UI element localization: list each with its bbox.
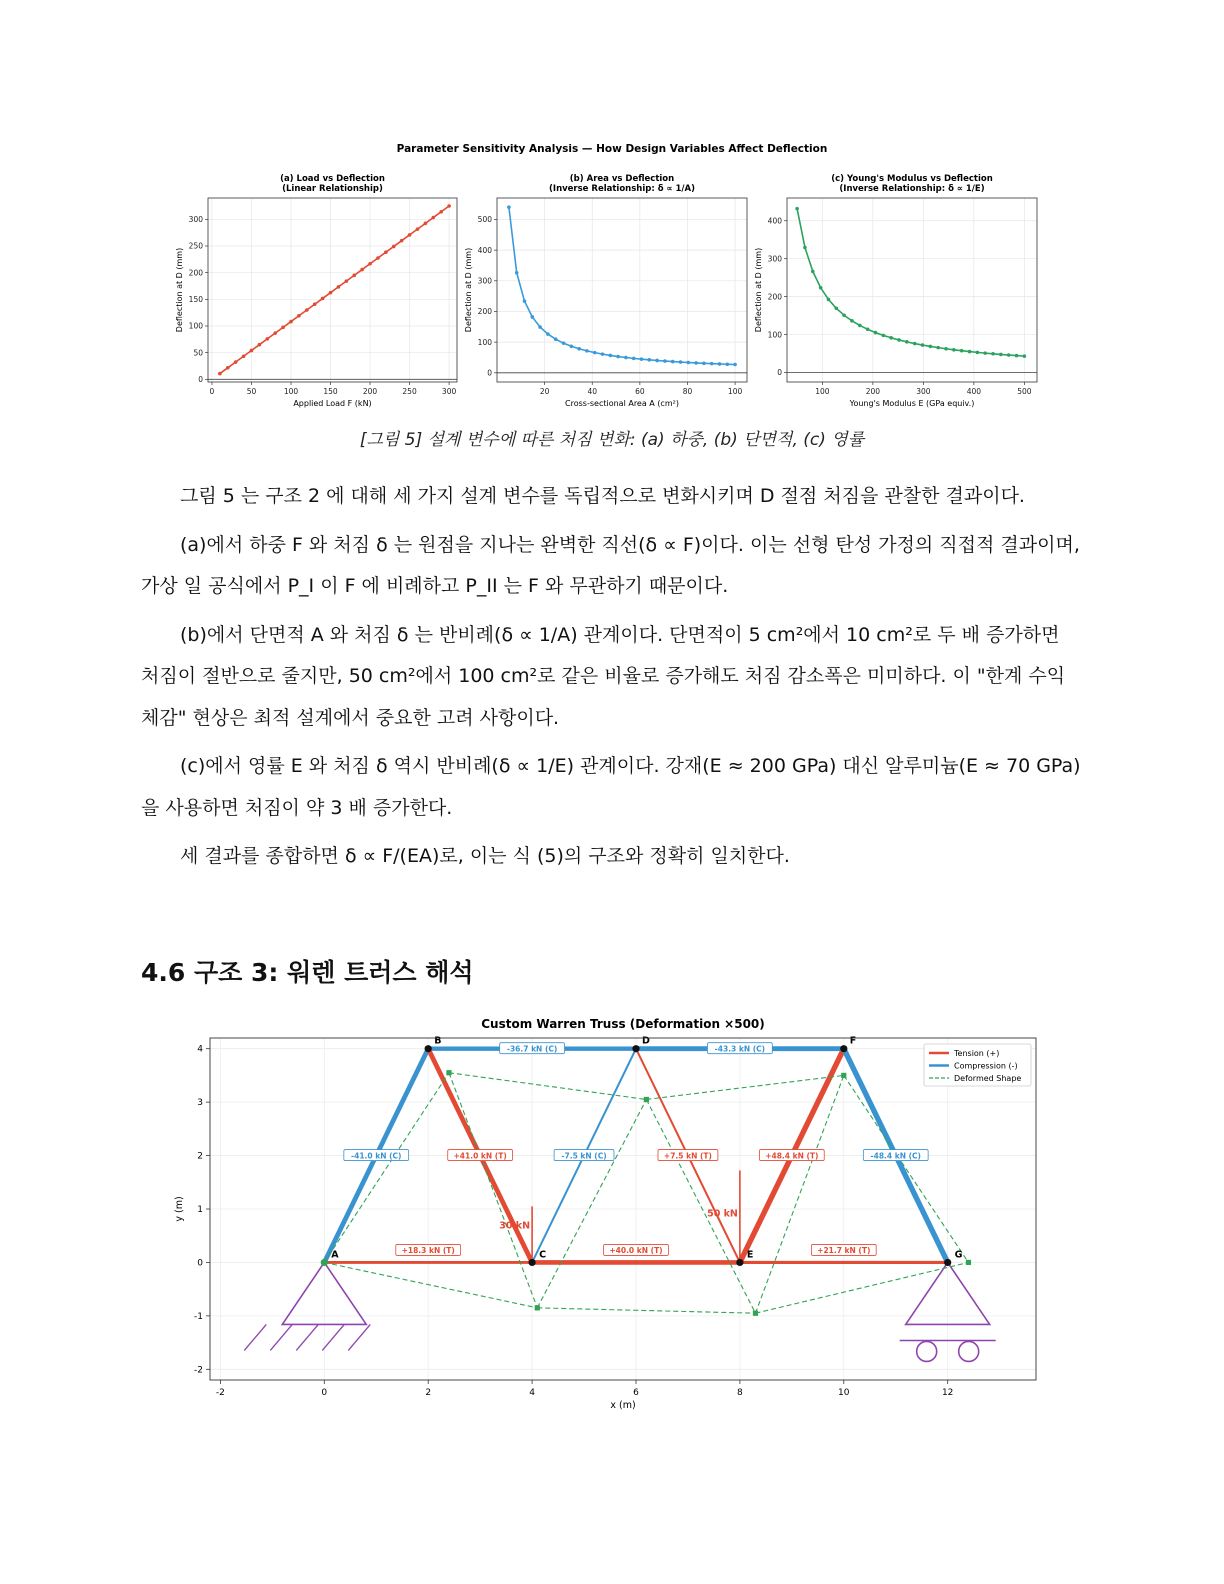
chart-c-xlabel: Young's Modulus E (GPa equiv.) <box>849 399 975 408</box>
chart-a-data-point <box>289 320 293 324</box>
chart-a-data-point <box>400 239 404 243</box>
chart-a-data-point <box>329 291 333 295</box>
truss-x-tick-label: -2 <box>215 1388 225 1398</box>
chart-c-data-point <box>882 334 886 338</box>
chart-b-data-point <box>725 362 729 366</box>
chart-c-y-tick-label: 300 <box>767 254 782 264</box>
chart-a-data-point <box>273 331 277 335</box>
deformed-member-AB <box>324 1073 449 1263</box>
chart-b-data-point <box>718 362 722 366</box>
load-label: 30 kN <box>499 1220 531 1232</box>
chart-c-data-point <box>991 352 995 356</box>
chart-c-data-point <box>976 351 980 355</box>
truss-node-label: D <box>641 1035 650 1047</box>
chart-b-data-point <box>554 337 558 341</box>
chart-b-data-point <box>733 363 737 367</box>
chart-c-data-point <box>795 207 799 211</box>
chart-a-data-point <box>242 354 246 358</box>
chart-c-data-point <box>819 286 823 290</box>
chart-a-x-tick-label: 100 <box>283 387 299 396</box>
chart-a-data-point <box>313 302 317 306</box>
chart-c-y-tick-label: 100 <box>767 330 782 340</box>
paragraph: (a)에서 하중 F 와 처짐 δ 는 원점을 지나는 완벽한 직선(δ ∝ F)이다. 이는 선형 탄성 가정의 직접적 결과이며, 가상 일 공식에서 P_I 이 F 에 비례하고 P_II 는 F 와 무관하기 때문이다. <box>141 533 1080 597</box>
truss-x-tick-label: 2 <box>425 1388 432 1398</box>
deformed-member-EF <box>755 1075 843 1313</box>
chart-c-subtitle: (Inverse Relationship: δ ∝ 1/E) <box>839 184 985 194</box>
pin-support-hatch <box>244 1324 266 1350</box>
chart-a-y-tick-label: 0 <box>198 375 203 385</box>
chart-b-data-point <box>679 360 683 364</box>
deformed-node <box>966 1260 971 1265</box>
truss-node <box>736 1259 743 1266</box>
chart-c-data-point <box>858 324 862 328</box>
member-force-label: +18.3 kN (T) <box>401 1246 455 1256</box>
deformed-node <box>535 1305 540 1310</box>
truss-node-label: F <box>849 1035 857 1047</box>
chart-a-data-point <box>345 279 349 283</box>
chart-c-data-point <box>866 328 870 332</box>
chart-a-data-point <box>265 337 269 341</box>
chart-b-x-tick-label: 100 <box>727 387 743 396</box>
chart-c-data-point <box>834 306 838 310</box>
chart-a-x-tick-label: 0 <box>209 387 215 396</box>
truss-node-label: G <box>954 1249 963 1261</box>
chart-b-data-point <box>632 357 636 361</box>
deformed-member-EG <box>755 1262 968 1313</box>
chart-a-data-point <box>439 210 443 214</box>
chart-a-data-point <box>447 204 451 208</box>
chart-a-subtitle: (Linear Relationship) <box>282 184 383 194</box>
figure-5-caption: [그림 5] 설계 변수에 따른 처짐 변화: (a) 하중, (b) 단면적, (c) 영률 <box>359 430 865 450</box>
chart-a-data-point <box>337 285 341 289</box>
deformed-member-CE <box>537 1308 755 1313</box>
truss-node <box>632 1045 639 1052</box>
member-force-label: -43.3 kN (C) <box>714 1044 766 1054</box>
chart-c-data-point <box>944 347 948 351</box>
chart-a-data-point <box>281 326 285 330</box>
chart-c-data-point <box>827 298 831 302</box>
truss-x-tick-label: 8 <box>737 1388 743 1398</box>
chart-b-y-tick-label: 400 <box>477 245 492 255</box>
truss-node-label: E <box>746 1249 754 1261</box>
truss-node <box>528 1259 535 1266</box>
chart-b-data-point <box>710 362 714 366</box>
chart-c-data-point <box>1007 353 1011 357</box>
figure-5-sensitivity-charts <box>170 136 1054 414</box>
chart-a-x-tick-label: 50 <box>246 387 257 396</box>
truss-y-tick-label: 3 <box>197 1098 203 1109</box>
chart-b-data-point <box>577 347 581 351</box>
member-force-label: +48.4 kN (T) <box>765 1151 819 1161</box>
member-force-label: +21.7 kN (T) <box>817 1246 871 1256</box>
chart-c-data-point <box>952 348 956 352</box>
pin-support-hatch <box>348 1324 370 1350</box>
load-label: 50 kN <box>707 1208 738 1220</box>
chart-a-y-tick-label: 50 <box>193 348 203 358</box>
truss-x-tick-label: 12 <box>941 1388 954 1398</box>
chart-a-data-point <box>258 343 262 347</box>
truss-ylabel: y (m) <box>174 1196 185 1222</box>
chart-b-data-point <box>647 358 651 362</box>
chart-b-data-point <box>624 356 628 360</box>
chart-a-data-point <box>368 262 372 266</box>
chart-b-data-point <box>616 355 620 359</box>
deformed-member-CD <box>537 1099 646 1307</box>
chart-c-x-tick-label: 100 <box>815 387 830 396</box>
chart-b-data-point <box>601 352 605 356</box>
chart-c-x-tick-label: 500 <box>1017 387 1032 396</box>
chart-c-title: (c) Young's Modulus vs Deflection <box>831 174 993 184</box>
deformed-node <box>446 1070 451 1075</box>
chart-a-data-point <box>234 360 238 364</box>
chart-a-data-point <box>384 250 388 254</box>
chart-b-series-line <box>509 207 735 364</box>
chart-b-data-point <box>702 361 706 365</box>
chart-a-x-tick-label: 250 <box>402 387 417 396</box>
deformed-node <box>644 1097 649 1102</box>
chart-b-y-tick-label: 100 <box>477 337 492 347</box>
pin-support-hatch <box>296 1324 318 1350</box>
member-force-label: +41.0 kN (T) <box>453 1151 507 1161</box>
truss-y-tick-label: 0 <box>197 1258 203 1269</box>
chart-b-x-tick-label: 60 <box>635 387 645 396</box>
chart-a-data-point <box>226 366 230 370</box>
deformed-node <box>753 1311 758 1316</box>
chart-a-data-point <box>218 372 222 376</box>
paragraph: 세 결과를 종합하면 δ ∝ F/(EA)로, 이는 식 (5)의 구조와 정확히 일치한다. <box>180 845 790 867</box>
chart-a-x-tick-label: 200 <box>362 387 378 396</box>
chart-a-y-tick-label: 150 <box>188 295 203 305</box>
roller-wheel <box>917 1341 937 1361</box>
chart-c-data-point <box>874 331 878 335</box>
truss-title: Custom Warren Truss (Deformation ×500) <box>481 1017 765 1031</box>
truss-node <box>425 1045 432 1052</box>
truss-legend-label: Compression (-) <box>954 1061 1018 1071</box>
chart-a-data-point <box>305 308 309 312</box>
chart-c-data-point <box>929 345 933 349</box>
truss-y-tick-label: -1 <box>194 1311 203 1322</box>
chart-a-data-point <box>297 314 301 318</box>
chart-a-x-tick-label: 300 <box>441 387 457 396</box>
paragraph: (c)에서 영률 E 와 처짐 δ 역시 반비례(δ ∝ 1/E) 관계이다. 강재(E ≈ 200 GPa) 대신 알루미늄(E ≈ 70 GPa)을 사용하면 처짐이 약 3 배 증가한다. <box>141 755 1081 819</box>
truss-x-tick-label: 6 <box>633 1388 639 1398</box>
chart-b-ylabel: Deflection at D (mm) <box>464 247 473 333</box>
chart-a-ylabel: Deflection at D (mm) <box>175 247 184 333</box>
chart-c-data-point <box>999 353 1003 357</box>
paragraph: (b)에서 단면적 A 와 처짐 δ 는 반비례(δ ∝ 1/A) 관계이다. 단면적이 5 cm²에서 10 cm²로 두 배 증가하면 처짐이 절반으로 줄지만, 50 cm²에서 100 cm²로 같은 비율로 증가해도 처짐 감소폭은 미미하다. 이 "한계 수익 체감" 현상은 최적 설계에서 중요한 고려 사항이다. <box>141 623 1066 729</box>
chart-a-y-tick-label: 100 <box>188 321 203 331</box>
chart-b-data-point <box>640 357 644 361</box>
chart-b-frame <box>497 198 747 382</box>
pin-support-hatch <box>270 1324 292 1350</box>
chart-b-x-tick-label: 20 <box>539 387 550 396</box>
chart-b-x-tick-label: 80 <box>682 387 693 396</box>
chart-b-x-tick-label: 40 <box>587 387 598 396</box>
roller-wheel <box>959 1341 979 1361</box>
truss-y-tick-label: 1 <box>197 1205 203 1215</box>
pin-support-hatch <box>322 1324 344 1350</box>
chart-a-y-tick-label: 200 <box>188 268 203 278</box>
chart-c-data-point <box>889 336 893 340</box>
chart-a-data-point <box>416 227 420 231</box>
chart-a-data-point <box>424 222 428 226</box>
chart-c-x-tick-label: 300 <box>916 387 931 396</box>
truss-y-tick-label: 2 <box>197 1151 203 1162</box>
chart-c-data-point <box>960 349 964 353</box>
chart-b-data-point <box>507 205 511 209</box>
chart-b-y-tick-label: 300 <box>477 276 492 286</box>
chart-b-data-point <box>593 351 597 355</box>
truss-x-tick-label: 4 <box>529 1388 535 1398</box>
figure-5-suptitle: Parameter Sensitivity Analysis — How Design Variables Affect Deflection <box>396 143 828 155</box>
chart-b-data-point <box>523 299 527 303</box>
member-force-label: -7.5 kN (C) <box>561 1151 607 1161</box>
chart-a-data-point <box>431 216 435 220</box>
chart-b-data-point <box>663 359 667 363</box>
chart-a-data-point <box>392 245 396 249</box>
truss-x-tick-label: 10 <box>838 1388 850 1398</box>
chart-b-data-point <box>546 332 550 336</box>
chart-c-data-point <box>1023 354 1027 358</box>
chart-c-y-tick-label: 200 <box>767 292 782 302</box>
chart-c-data-point <box>905 340 909 344</box>
deformed-member-DF <box>646 1075 843 1099</box>
chart-a-data-point <box>360 268 364 272</box>
deformed-node <box>841 1073 846 1078</box>
chart-c-data-point <box>983 351 987 355</box>
member-force-label: +40.0 kN (T) <box>609 1246 663 1256</box>
chart-b-title: (b) Area vs Deflection <box>569 174 675 184</box>
body-text <box>141 476 1081 885</box>
chart-c-x-tick-label: 400 <box>966 387 982 396</box>
chart-b-data-point <box>515 271 519 275</box>
chart-c-ylabel: Deflection at D (mm) <box>754 247 763 333</box>
paragraph: 그림 5 는 구조 2 에 대해 세 가지 설계 변수를 독립적으로 변화시키며 D 절점 처짐을 관찰한 결과이다. <box>180 485 1025 507</box>
chart-b-data-point <box>609 354 613 358</box>
chart-c-y-tick-label: 400 <box>767 216 782 226</box>
truss-node-label: A <box>331 1249 339 1261</box>
chart-c-data-point <box>811 270 815 274</box>
truss-node-label: B <box>434 1035 442 1047</box>
chart-c-data-point <box>850 319 854 323</box>
chart-b-y-tick-label: 0 <box>487 368 492 378</box>
truss-node <box>944 1259 951 1266</box>
chart-a-data-point <box>250 349 254 353</box>
chart-b-y-tick-label: 500 <box>477 215 492 225</box>
truss-x-tick-label: 0 <box>321 1388 328 1398</box>
chart-a-data-point <box>408 233 412 237</box>
chart-b-data-point <box>570 344 574 348</box>
chart-c-y-tick-label: 0 <box>777 368 782 378</box>
deformed-member-AC <box>324 1262 537 1307</box>
member-force-label: -36.7 kN (C) <box>506 1044 558 1054</box>
truss-legend-label: Tension (+) <box>954 1049 1000 1058</box>
chart-b-data-point <box>531 315 535 319</box>
truss-y-tick-label: -2 <box>194 1365 203 1376</box>
chart-a-xlabel: Applied Load F (kN) <box>293 399 372 408</box>
chart-b-data-point <box>686 361 690 365</box>
deformed-member-BC <box>449 1073 537 1308</box>
chart-a-y-tick-label: 300 <box>188 215 203 225</box>
chart-b-data-point <box>538 325 542 329</box>
deformed-member-FG <box>844 1075 969 1262</box>
chart-c-data-point <box>842 313 846 317</box>
chart-c-data-point <box>897 338 901 342</box>
chart-b-subtitle: (Inverse Relationship: δ ∝ 1/A) <box>549 184 695 194</box>
truss-y-tick-label: 4 <box>197 1044 203 1055</box>
chart-a-y-tick-label: 250 <box>188 241 203 251</box>
chart-c-data-point <box>921 343 925 347</box>
chart-b-data-point <box>694 361 698 365</box>
chart-c-data-point <box>803 246 807 250</box>
chart-c-data-point <box>968 350 972 354</box>
chart-c-data-point <box>1015 354 1019 358</box>
truss-node <box>840 1045 847 1052</box>
chart-b-data-point <box>671 360 675 364</box>
truss-node-label: C <box>539 1249 547 1261</box>
section-heading: 4.6 구조 3: 워렌 트러스 해석 <box>141 958 474 987</box>
chart-a-data-point <box>352 274 356 278</box>
chart-b-y-tick-label: 200 <box>477 307 492 317</box>
chart-a-title: (a) Load vs Deflection <box>280 174 385 184</box>
truss-xlabel: x (m) <box>610 1400 636 1410</box>
chart-a-series-line <box>220 206 449 374</box>
chart-a-data-point <box>321 297 325 301</box>
chart-b-data-point <box>562 341 566 345</box>
member-force-label: +7.5 kN (T) <box>663 1151 712 1161</box>
chart-b-data-point <box>655 359 659 363</box>
chart-a-x-tick-label: 150 <box>323 387 338 396</box>
chart-c-series-line <box>797 209 1024 357</box>
chart-b-data-point <box>585 349 589 353</box>
warren-truss-chart <box>168 1010 1048 1410</box>
chart-c-data-point <box>913 342 917 346</box>
member-force-label: -41.0 kN (C) <box>351 1151 402 1161</box>
member-force-label: -48.4 kN (C) <box>870 1151 921 1161</box>
chart-a-data-point <box>376 256 380 260</box>
truss-node <box>321 1259 328 1266</box>
truss-legend-label: Deformed Shape <box>954 1074 1022 1083</box>
chart-c-data-point <box>936 346 940 350</box>
chart-c-x-tick-label: 200 <box>865 387 881 396</box>
chart-b-xlabel: Cross-sectional Area A (cm²) <box>565 399 679 408</box>
